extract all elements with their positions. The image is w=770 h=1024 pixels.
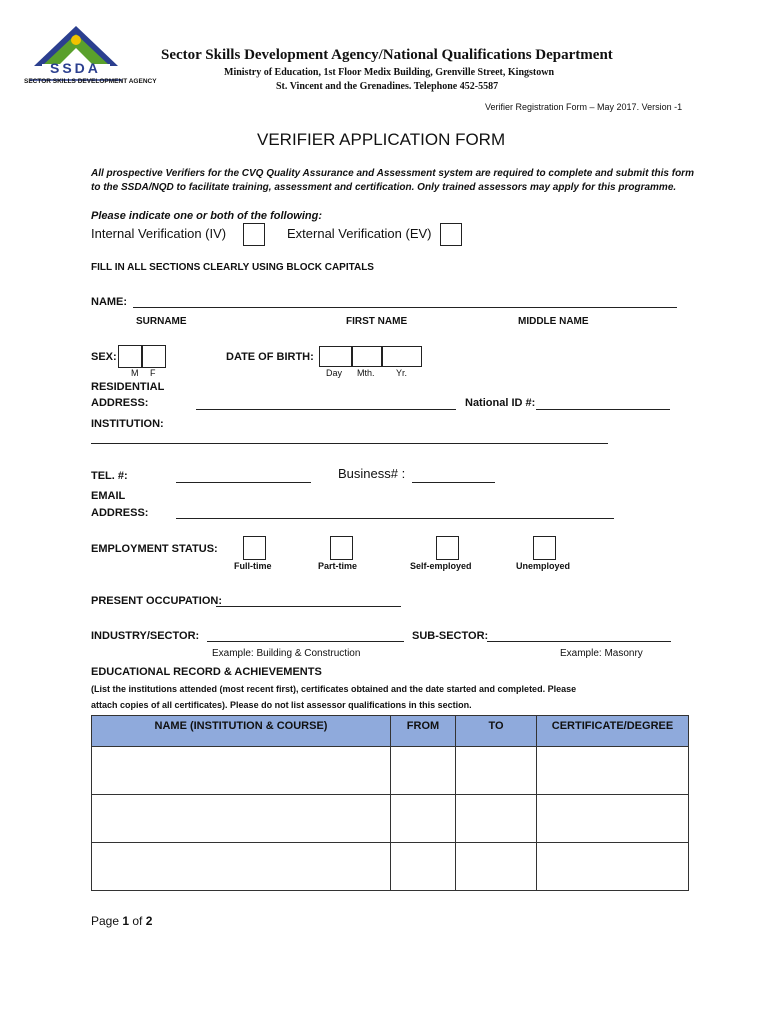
page-indicator xyxy=(91,914,152,928)
tel-label: TEL. #: xyxy=(91,470,128,482)
sex-m-label: M xyxy=(131,368,139,378)
page-total: 2 xyxy=(145,914,153,928)
table-cell[interactable] xyxy=(537,843,689,891)
subsector-example: Example: Masonry xyxy=(560,648,643,659)
logo-text: SSDA xyxy=(50,60,101,76)
table-cell[interactable] xyxy=(537,795,689,843)
dob-day-box[interactable] xyxy=(319,346,352,367)
parttime-label: Part-time xyxy=(318,561,358,571)
table-cell[interactable] xyxy=(537,747,689,795)
dob-year-box[interactable] xyxy=(382,346,422,367)
education-table xyxy=(91,715,689,891)
intro-line-1: All prospective Verifiers for the CVQ Quality Assurance and Assessment system are required to complete and submit this form xyxy=(91,168,694,179)
table-header-row xyxy=(92,716,689,747)
table-cell[interactable] xyxy=(391,747,456,795)
fulltime-checkbox[interactable] xyxy=(243,536,266,560)
selfemployed-checkbox[interactable] xyxy=(436,536,459,560)
dob-year-label: Yr. xyxy=(396,368,408,378)
email-address-label: ADDRESS: xyxy=(91,507,149,519)
occupation-input-line[interactable] xyxy=(216,606,401,607)
business-input-line[interactable] xyxy=(412,482,495,483)
header-to: TO xyxy=(456,716,537,747)
form-title: VERIFIER APPLICATION FORM xyxy=(257,130,506,149)
table-cell[interactable] xyxy=(92,747,391,795)
address-line-1: Ministry of Education, 1st Floor Medix Building, Grenville Street, Kingstown xyxy=(224,67,555,78)
sex-f-label: F xyxy=(150,368,156,378)
logo-caption: SECTOR SKILLS DEVELOPMENT AGENCY xyxy=(24,78,157,85)
institution-label: INSTITUTION: xyxy=(91,418,164,430)
tel-input-line[interactable] xyxy=(176,482,311,483)
middle-name-label: MIDDLE NAME xyxy=(518,316,589,327)
table-row xyxy=(92,795,689,843)
header-from: FROM xyxy=(391,716,456,747)
indicate-label: Please indicate one or both of the following: xyxy=(91,210,323,222)
table-row xyxy=(92,843,689,891)
sex-f-box[interactable] xyxy=(142,345,166,368)
table-row xyxy=(92,747,689,795)
header-name-course: NAME (INSTITUTION & COURSE) xyxy=(92,716,391,747)
first-name-label: FIRST NAME xyxy=(346,316,408,327)
page-of: of xyxy=(129,914,146,928)
fill-instruction: FILL IN ALL SECTIONS CLEARLY USING BLOCK CAPITALS xyxy=(91,262,374,273)
fulltime-label: Full-time xyxy=(234,561,272,571)
ev-checkbox[interactable] xyxy=(440,223,462,246)
parttime-checkbox[interactable] xyxy=(330,536,353,560)
dob-day-label: Day xyxy=(326,368,343,378)
address-label: ADDRESS: xyxy=(91,397,149,409)
page-number: 1 xyxy=(122,914,130,928)
form-version: Verifier Registration Form – May 2017. Version -1 xyxy=(485,102,683,112)
subsector-input-line[interactable] xyxy=(487,641,671,642)
address-input-line[interactable] xyxy=(196,409,456,410)
subsector-label: SUB-SECTOR: xyxy=(412,630,489,642)
employment-label: EMPLOYMENT STATUS: xyxy=(91,543,218,555)
industry-example: Example: Building & Construction xyxy=(212,648,361,659)
table-cell[interactable] xyxy=(456,747,537,795)
address-line-2: St. Vincent and the Grenadines. Telephone 452-5587 xyxy=(276,81,499,92)
national-id-label: National ID #: xyxy=(465,397,536,409)
national-id-input-line[interactable] xyxy=(536,409,670,410)
table-cell[interactable] xyxy=(456,843,537,891)
dob-month-box[interactable] xyxy=(352,346,382,367)
intro-line-2: to the SSDA/NQD to facilitate training, assessment and certification. Only trained assessors may apply for this programme. xyxy=(91,182,677,193)
table-cell[interactable] xyxy=(92,843,391,891)
email-label: EMAIL xyxy=(91,490,126,502)
business-label: Business# : xyxy=(338,466,406,481)
table-cell[interactable] xyxy=(391,843,456,891)
table-cell[interactable] xyxy=(391,795,456,843)
sex-m-box[interactable] xyxy=(118,345,142,368)
selfemployed-label: Self-employed xyxy=(410,561,472,571)
unemployed-checkbox[interactable] xyxy=(533,536,556,560)
iv-checkbox[interactable] xyxy=(243,223,265,246)
name-label: NAME: xyxy=(91,296,128,308)
header-certificate: CERTIFICATE/DEGREE xyxy=(537,716,689,747)
institution-input-line[interactable] xyxy=(91,443,608,444)
dob-month-label: Mth. xyxy=(357,368,375,378)
occupation-label: PRESENT OCCUPATION: xyxy=(91,595,222,607)
email-input-line[interactable] xyxy=(176,518,614,519)
edu-heading: EDUCATIONAL RECORD & ACHIEVEMENTS xyxy=(91,666,322,678)
ev-label: External Verification (EV) xyxy=(287,226,432,241)
table-cell[interactable] xyxy=(456,795,537,843)
name-input-line[interactable] xyxy=(133,307,677,308)
page-prefix: Page xyxy=(91,914,123,928)
iv-label: Internal Verification (IV) xyxy=(91,226,227,241)
surname-label: SURNAME xyxy=(136,316,187,327)
sex-label: SEX: xyxy=(91,351,117,363)
unemployed-label: Unemployed xyxy=(516,561,571,571)
edu-note-line-2: attach copies of all certificates). Please do not list assessor qualifications in this section. xyxy=(91,700,472,710)
agency-title: Sector Skills Development Agency/National Qualifications Department xyxy=(161,47,613,63)
residential-label: RESIDENTIAL xyxy=(91,381,165,393)
industry-label: INDUSTRY/SECTOR: xyxy=(91,630,200,642)
edu-note-line-1: (List the institutions attended (most recent first), certificates obtained and the date started and completed. Please xyxy=(91,684,577,694)
ssda-logo xyxy=(20,20,157,90)
industry-input-line[interactable] xyxy=(207,641,404,642)
table-cell[interactable] xyxy=(92,795,391,843)
dob-label: DATE OF BIRTH: xyxy=(226,351,314,363)
